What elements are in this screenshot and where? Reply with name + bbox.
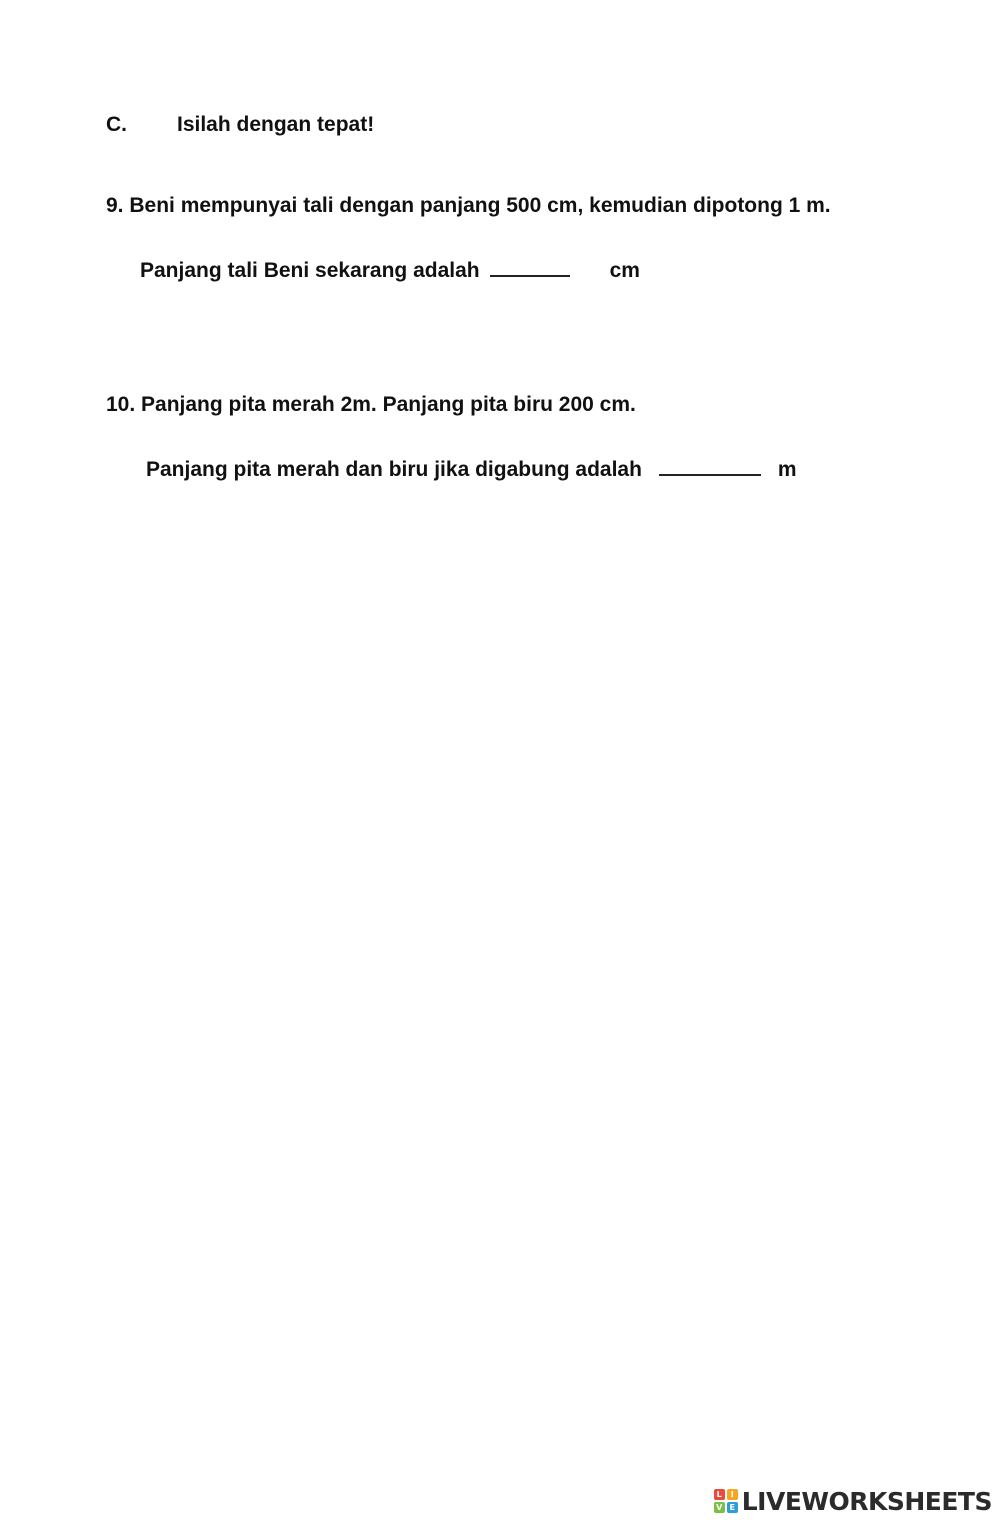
logo-icon-tile-e: E: [727, 1502, 738, 1513]
question-10-text: 10. Panjang pita merah 2m. Panjang pita biru 200 cm.: [106, 393, 636, 416]
liveworksheets-logo-icon: [714, 1489, 738, 1513]
question-10-answer-prefix: Panjang pita merah dan biru jika digabung adalah: [146, 458, 642, 481]
logo-icon-tile-l: L: [714, 1489, 725, 1500]
question-10-answer-blank[interactable]: [659, 460, 761, 476]
liveworksheets-logo-text: LIVEWORKSHEETS: [741, 1486, 992, 1516]
logo-icon-tile-i: I: [727, 1489, 738, 1500]
logo-icon-tile-v: V: [714, 1502, 725, 1513]
question-9-answer-blank[interactable]: [490, 261, 570, 277]
liveworksheets-logo: [714, 1486, 992, 1516]
question-9-answer-unit: cm: [609, 259, 640, 282]
section-letter: C.: [106, 113, 127, 136]
question-9-text: 9. Beni mempunyai tali dengan panjang 500 cm, kemudian dipotong 1 m.: [106, 194, 831, 217]
question-10-answer-line: [146, 459, 797, 480]
question-9-answer-prefix: Panjang tali Beni sekarang adalah: [140, 259, 480, 282]
question-9-answer-line: [140, 260, 640, 281]
section-title: Isilah dengan tepat!: [177, 113, 375, 136]
question-10-answer-unit: m: [777, 458, 797, 481]
